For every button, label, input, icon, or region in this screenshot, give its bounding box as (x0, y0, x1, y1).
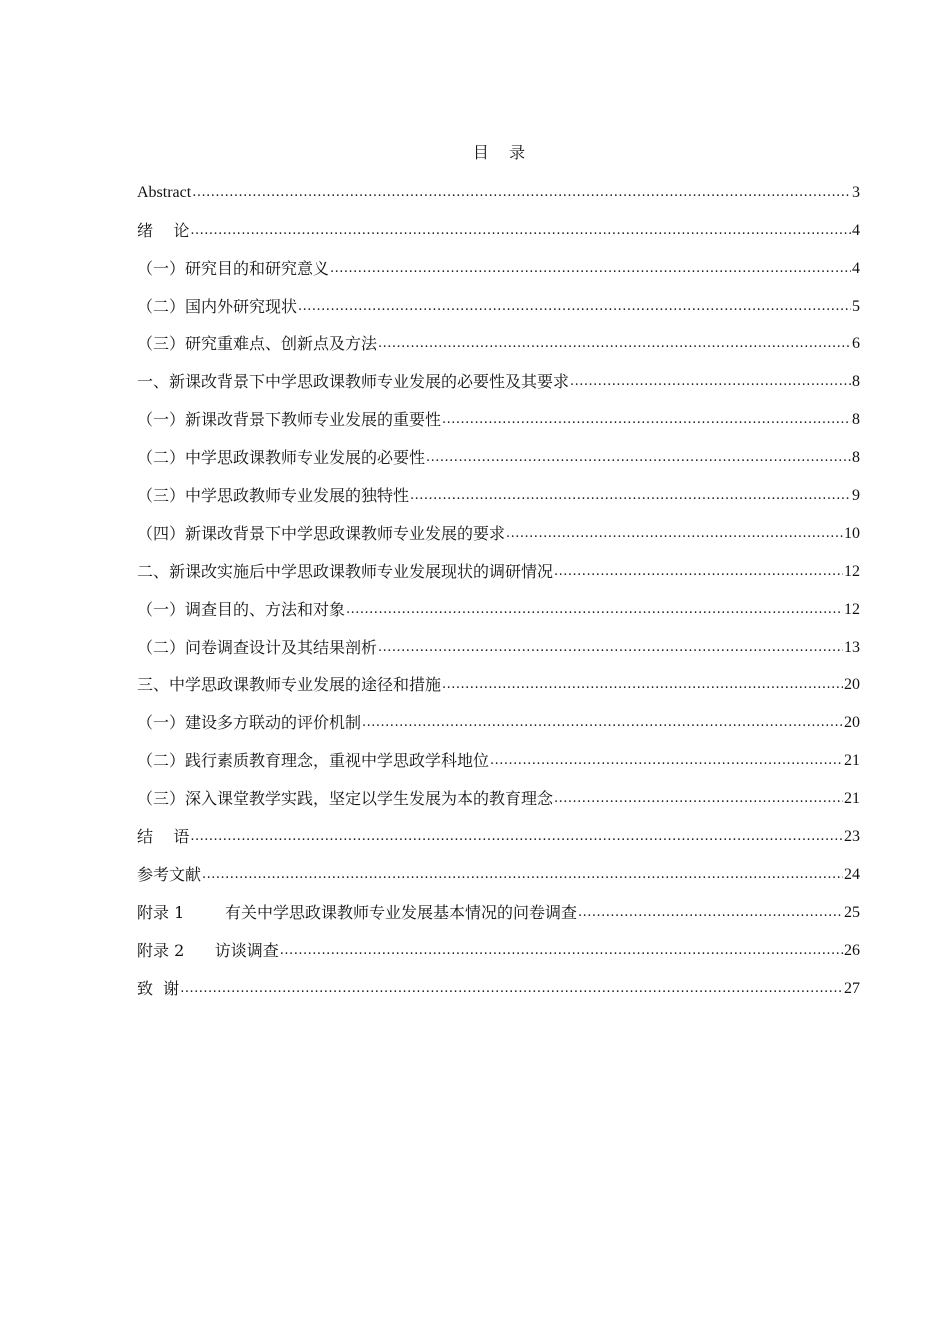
toc-entry-page: 27 (844, 979, 860, 997)
toc-entry[interactable] (137, 468, 860, 506)
toc-entry[interactable] (137, 165, 860, 203)
toc-entry-page: 8 (852, 373, 860, 391)
dot-leader (280, 941, 843, 961)
toc-entry-label: （四）新课改背景下中学思政课教师专业发展的要求 (137, 523, 506, 543)
toc-title: 目 录 (472, 143, 526, 162)
toc-entry[interactable] (137, 203, 860, 241)
dot-leader (192, 183, 851, 203)
dot-leader (410, 486, 851, 506)
toc-entry-page: 21 (844, 790, 860, 808)
toc-entry-page: 20 (844, 676, 860, 694)
toc-entry[interactable] (137, 923, 860, 961)
toc-entry-page: 4 (852, 259, 860, 277)
dot-leader (378, 334, 851, 354)
toc-entry[interactable] (137, 885, 860, 923)
dot-leader (298, 297, 851, 317)
toc-entry-label: 绪 论 (137, 220, 190, 240)
toc-entry[interactable] (137, 392, 860, 430)
toc-entry-label: （三）研究重难点、创新点及方法 (137, 334, 378, 354)
dot-leader (190, 221, 851, 241)
dot-leader (362, 713, 843, 733)
toc-entry-page: 12 (844, 600, 860, 618)
toc-entry-label: 三、中学思政课教师专业发展的途径和措施 (137, 675, 442, 695)
toc-entry[interactable] (137, 582, 860, 620)
dot-leader (554, 562, 843, 582)
toc-entry[interactable] (137, 279, 860, 317)
toc-entry[interactable] (137, 961, 860, 999)
toc-entry[interactable] (137, 733, 860, 771)
toc-entry[interactable] (137, 847, 860, 885)
toc-entry-label: （二）国内外研究现状 (137, 296, 298, 316)
toc-entry[interactable] (137, 430, 860, 468)
toc-entry-label: （一）新课改背景下教师专业发展的重要性 (137, 410, 442, 430)
toc-entry-page: 26 (844, 941, 860, 959)
toc-entry-label: 参考文献 (137, 864, 202, 884)
toc-entry[interactable] (137, 695, 860, 733)
toc-entry-label: （二）践行素质教育理念，重视中学思政学科地位 (137, 751, 490, 771)
toc-entry-page: 8 (852, 411, 860, 429)
toc-entry-page: 5 (852, 297, 860, 315)
toc-entry-label: 附录 1 有关中学思政课教师专业发展基本情况的问卷调查 (137, 902, 577, 922)
toc-entry-page: 6 (852, 335, 860, 353)
toc-entry-label: （一）调查目的、方法和对象 (137, 599, 346, 619)
toc-entry-page: 8 (852, 449, 860, 467)
toc-entry-label: Abstract (137, 183, 192, 201)
dot-leader (442, 410, 851, 430)
dot-leader (570, 372, 851, 392)
toc-entry[interactable] (137, 544, 860, 582)
dot-leader (346, 600, 843, 620)
dot-leader (202, 865, 843, 885)
toc-entry-label: 二、新课改实施后中学思政课教师专业发展现状的调研情况 (137, 561, 554, 581)
toc-entry-label: 附录 2 访谈调查 (137, 940, 279, 960)
dot-leader (554, 789, 843, 809)
toc-entry-label: （一）研究目的和研究意义 (137, 258, 330, 278)
toc-entry-page: 24 (844, 865, 860, 883)
dot-leader (506, 524, 843, 544)
toc-entry-page: 3 (852, 183, 860, 201)
dot-leader (442, 675, 843, 695)
dot-leader (330, 259, 851, 279)
toc-entry-page: 13 (844, 638, 860, 656)
toc-entry-page: 23 (844, 828, 860, 846)
toc-entry[interactable] (137, 771, 860, 809)
toc-entry[interactable] (137, 620, 860, 658)
toc-entry-label: （一）建设多方联动的评价机制 (137, 713, 362, 733)
toc-entry-page: 12 (844, 562, 860, 580)
toc-entry-page: 25 (844, 903, 860, 921)
toc-entry-page: 20 (844, 714, 860, 732)
toc-entry[interactable] (137, 809, 860, 847)
toc-entry-page: 9 (852, 487, 860, 505)
toc-entry-label: 致 谢 (137, 978, 180, 998)
dot-leader (490, 751, 843, 771)
toc-entry[interactable] (137, 241, 860, 279)
toc-entry[interactable] (137, 658, 860, 696)
dot-leader (190, 827, 843, 847)
dot-leader (378, 638, 843, 658)
toc-entry[interactable] (137, 506, 860, 544)
dot-leader (578, 903, 843, 923)
toc-entry[interactable] (137, 317, 860, 355)
dot-leader (180, 979, 843, 999)
toc-entry-label: （三）深入课堂教学实践，坚定以学生发展为本的教育理念 (137, 789, 554, 809)
toc-entry-label: 结 语 (137, 827, 190, 847)
toc-entry-page: 10 (844, 524, 860, 542)
toc-entry-page: 4 (852, 221, 860, 239)
toc-entry-label: （三）中学思政教师专业发展的独特性 (137, 486, 410, 506)
toc-entry[interactable] (137, 354, 860, 392)
table-of-contents (137, 165, 860, 999)
toc-entry-label: 一、新课改背景下中学思政课教师专业发展的必要性及其要求 (137, 372, 570, 392)
toc-entry-label: （二）问卷调查设计及其结果剖析 (137, 637, 378, 657)
toc-entry-label: （二）中学思政课教师专业发展的必要性 (137, 448, 426, 468)
dot-leader (426, 448, 851, 468)
toc-entry-page: 21 (844, 752, 860, 770)
